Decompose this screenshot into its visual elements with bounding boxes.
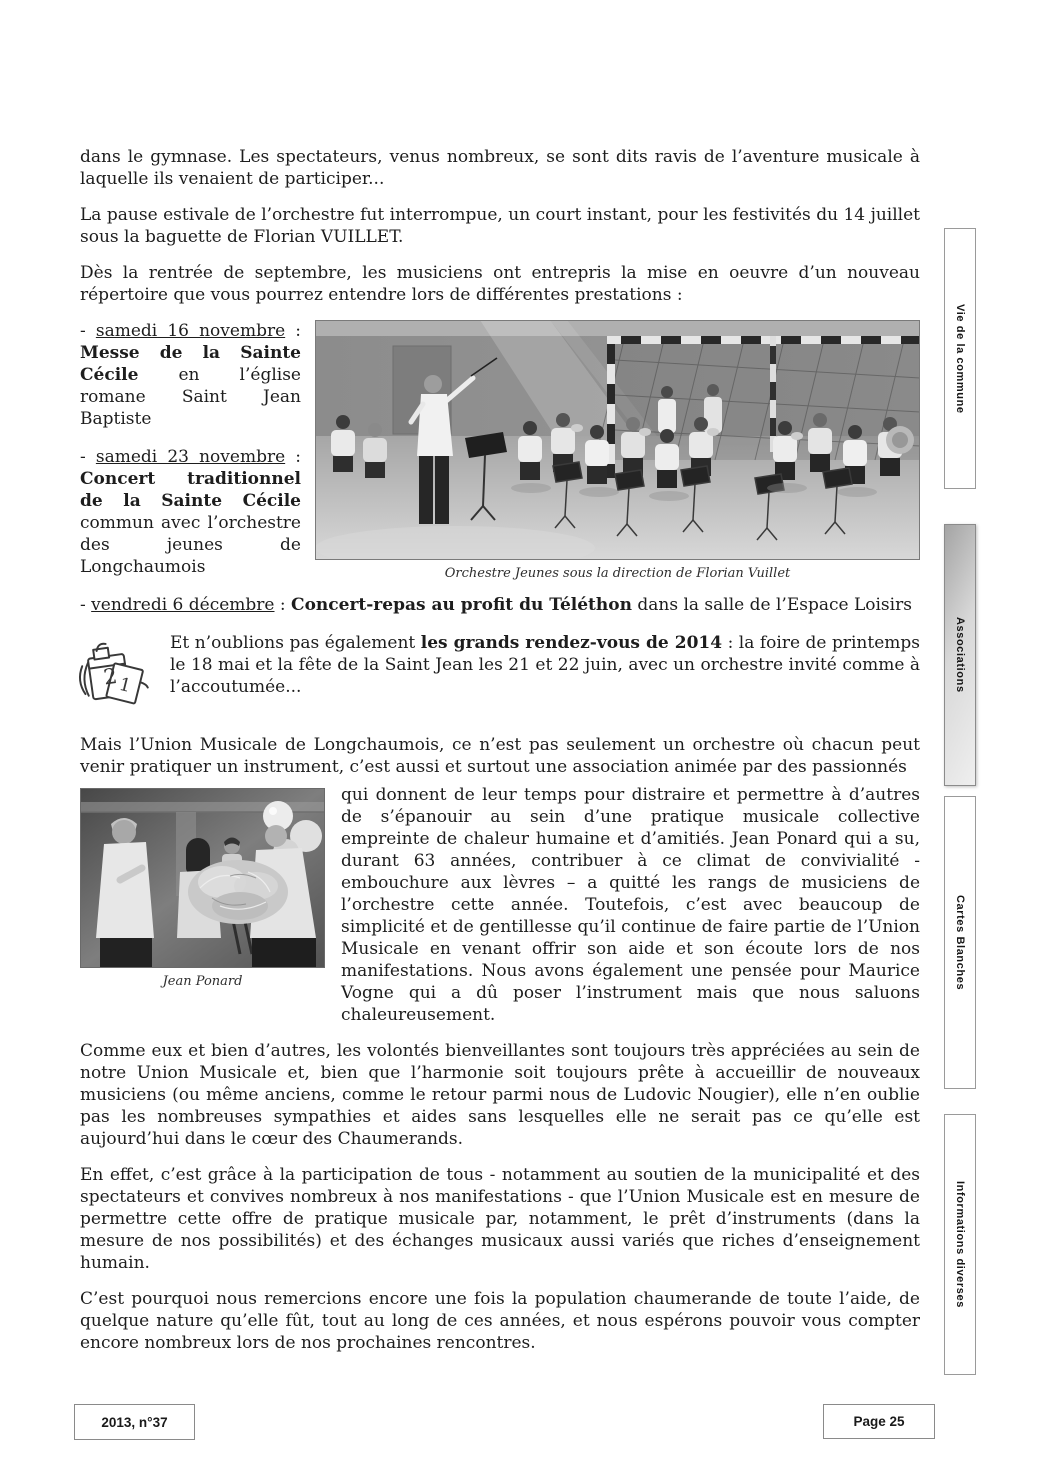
event-title: Concert-repas au profit du Téléthon: [291, 595, 632, 615]
paragraph: Comme eux et bien d’autres, les volontés bienveillantes sont toujours très appréciées au sein de notre Union Musicale et, bien que l’harmonie soit toujours prête à accueillir de nouveaux musiciens (ou même anciens, comme le retour parmi nous de Ludovic Nougier), elle n’en oublie pas les nombreuses sympathies et aides sans lesquelles elle ne serait pas ce qu’elle est aujourd’hui dans le cœur des Chaumerands.: [80, 1041, 920, 1149]
paragraph: En effet, c’est grâce à la participation de tous - notamment au soutien de la municipalité et des spectateurs et convives nombreux à nos manifestations - que l’Union Musicale est en mesure de permettre cette offre de pratique musicale par, notamment, le prêt d’instruments (dans la mesure de nos possibilités) et des échanges musicaux aussi variés que riches d’enseignement humain.: [80, 1165, 920, 1273]
highlight-bold: les grands rendez-vous de 2014: [420, 633, 723, 653]
jean-ponard-photo: [80, 788, 325, 968]
section-tab-vie-de-la-commune: Vie de la commune: [944, 228, 976, 489]
issue-number-box: 2013, n°37: [74, 1404, 195, 1440]
section-tab-informations-diverses: Informations diverses: [944, 1114, 976, 1375]
highlight-paragraph: [80, 632, 920, 698]
orchestra-photo: [315, 320, 920, 560]
page-number-box: Page 25: [823, 1404, 935, 1439]
paragraph: La pause estivale de l’orchestre fut interrompue, un court instant, pour les festivités du 14 juillet sous la baguette de Florian VUILLET.: [80, 205, 920, 247]
paragraph: C’est pourquoi nous remercions encore une fois la population chaumerande de toute l’aide, de quelque nature qu’elle fût, tout au long de ces années, et nous espérons pouvoir vous compter encore nombreux lors de nos prochaines rencontres.: [80, 1289, 920, 1353]
section-tab-associations-active: Associations: [944, 524, 976, 786]
calendar-icon: [74, 628, 156, 720]
event-title: Concert traditionnel de la Sainte Cécile: [80, 469, 301, 511]
event-bullet: -: [80, 595, 92, 615]
highlight-before: Et n’oublions pas également: [170, 633, 421, 653]
event-separator: :: [285, 447, 302, 467]
paragraph: qui donnent de leur temps pour distraire et permettre à d’autres de s’épanouir au sein d’une pratique musicale collective empreinte de chaleur humaine et d’amitiés. Jean Ponard qui a su, durant 63 années, contribuer à ce climat de convivialité - embouchure aux lèvres – a quitté les rangs de musiciens de l’orchestre cette année. Toutefois, c’est avec beaucoup de simplicité et de gentillesse qu’il continue de faire partie de l’Union Musicale en venant offrir son aide et son écoute lors de nos manifestations. Nous avons également une pensée pour Maurice Vogne qui a dû poser l’instrument mais que nous saluons chaleureusement.: [341, 785, 920, 1025]
highlight-after: : la foire de printemps le 18 mai et la fête de la Saint Jean les 21 et 22 juin, avec un orchestre invité comme à l’accoutumée...: [170, 633, 920, 697]
event-bullet: -: [80, 447, 96, 467]
event-separator: :: [274, 595, 292, 615]
section-tab-cartes-blanches: Cartes Blanches: [944, 796, 976, 1089]
orchestra-caption: Orchestre Jeunes sous la direction de Florian Vuillet: [444, 566, 791, 581]
event-date: vendredi 6 décembre: [91, 595, 275, 615]
event-separator: :: [285, 321, 302, 341]
ponard-figure: [80, 788, 325, 990]
calendar-digit-front: 1: [116, 673, 134, 698]
event-bullet: -: [80, 321, 96, 341]
event-detail: commun avec l’orchestre des jeunes de Longchaumois: [80, 513, 301, 577]
event-date: samedi 23 novembre: [95, 447, 286, 467]
article-body: [80, 146, 920, 1368]
ponard-caption: Jean Ponard: [162, 974, 243, 989]
event-title: Messe de la Sainte Cécile: [80, 343, 301, 385]
highlight-section: [80, 632, 920, 720]
calendar-digit-back: 2: [102, 663, 119, 691]
event-date: samedi 16 novembre: [95, 321, 286, 341]
event-item: [80, 594, 920, 616]
event-detail: en l’église romane Saint Jean Baptiste: [80, 365, 301, 429]
paragraph: dans le gymnase. Les spectateurs, venus nombreux, se sont dits ravis de l’aventure musicale à laquelle ils venaient de participer...: [80, 147, 920, 189]
paragraph: Dès la rentrée de septembre, les musiciens ont entrepris la mise en oeuvre d’un nouveau répertoire que vous pourrez entendre lors de différentes prestations :: [80, 263, 920, 305]
event-detail: dans la salle de l’Espace Loisirs: [631, 595, 912, 615]
paragraph: Mais l’Union Musicale de Longchaumois, ce n’est pas seulement un orchestre où chacun peut venir pratiquer un instrument, c’est aussi et surtout une association animée par des passionnés: [80, 735, 920, 777]
orchestra-figure: [315, 320, 920, 582]
